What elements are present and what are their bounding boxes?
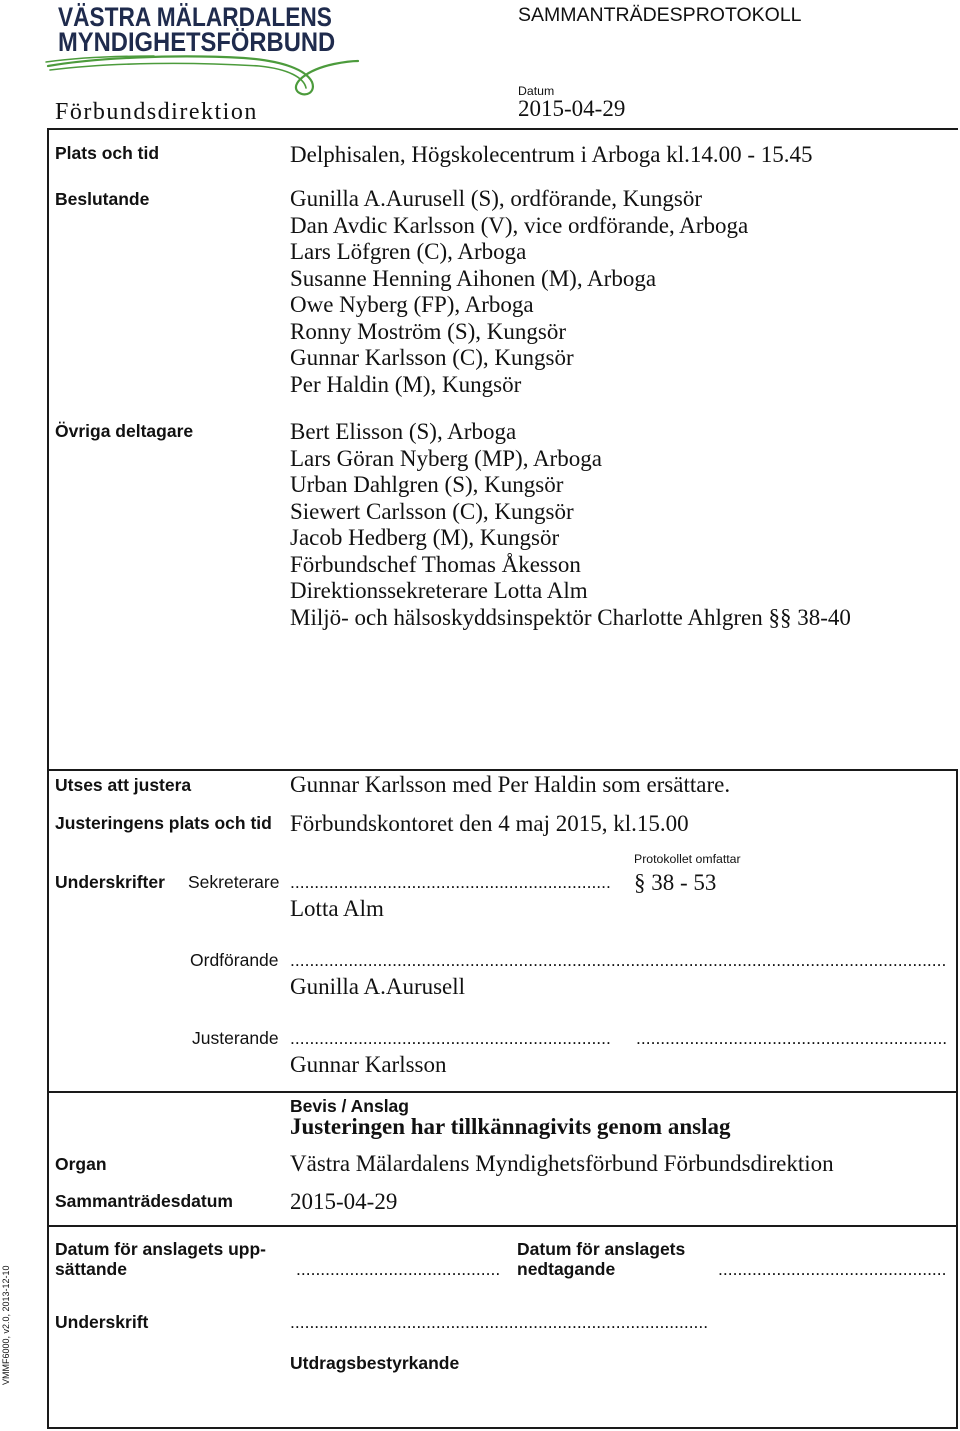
participant-line: Förbundschef Thomas Åkesson: [290, 551, 581, 577]
secretary-name: Lotta Alm: [290, 896, 384, 921]
deciding-label: Beslutande: [55, 189, 150, 209]
posting-date-label-line2: sättande: [55, 1259, 127, 1279]
organization-body-name: Förbundsdirektion: [55, 99, 258, 125]
logo-text-line2: MYNDIGHETSFÖRBUND: [58, 27, 336, 57]
frame-rule-top: [48, 128, 958, 130]
other-participants-label: Övriga deltagare: [55, 421, 194, 441]
posting-date-label-line1: Datum för anslagets upp-: [55, 1239, 266, 1259]
place-label: Plats och tid: [55, 143, 160, 163]
certification-label: Utdragsbestyrkande: [290, 1353, 460, 1373]
adjuster-label: Justerande: [192, 1028, 279, 1048]
deciding-list: [290, 186, 748, 398]
other-participants-list: [290, 419, 851, 631]
participant-line: Jacob Hedberg (M), Kungsör: [290, 525, 560, 550]
organ-name: Västra Mälardalens Myndighetsförbund Förbundsdirektion: [290, 1151, 834, 1176]
frame-rule-adjustment: [48, 769, 958, 771]
participant-line: Urban Dahlgren (S), Kungsör: [290, 472, 564, 497]
protocol-paragraph-range: § 38 - 53: [634, 870, 717, 895]
participant-line: Gunnar Karlsson (C), Kungsör: [290, 345, 574, 370]
frame-rule-left: [47, 128, 49, 1429]
participant-line: Per Haldin (M), Kungsör: [290, 371, 522, 397]
secretary-label: Sekreterare: [188, 872, 280, 892]
appointed-adjuster-label: Utses att justera: [55, 775, 192, 795]
participant-line: Bert Elisson (S), Arboga: [290, 419, 517, 444]
frame-rule-bottom: [48, 1427, 958, 1429]
participant-line: Lars Göran Nyberg (MP), Arboga: [290, 445, 602, 471]
signatures-label: Underskrifter: [55, 872, 165, 892]
meeting-date: 2015-04-29: [290, 1189, 398, 1214]
participant-line: Ronny Moström (S), Kungsör: [290, 318, 567, 344]
signature-line: ......................................................................................: [290, 1312, 708, 1332]
signature-label: Underskrift: [55, 1312, 149, 1332]
participant-line: Miljö- och hälsoskyddsinspektör Charlotte Ahlgren §§ 38-40: [290, 604, 851, 630]
chair-label: Ordförande: [190, 950, 279, 970]
adjuster-name: Gunnar Karlsson: [290, 1052, 447, 1077]
notice-statement: Justeringen har tillkännagivits genom anslag: [290, 1114, 731, 1139]
organ-label: Organ: [55, 1154, 107, 1174]
removal-date-line: ...............................................: [718, 1259, 947, 1279]
chair-signature-line: .......................................................................................................................................: [290, 950, 947, 970]
adjustment-place-time-label: Justeringens plats och tid: [55, 813, 272, 833]
adjuster-signature-line: ..................................................................: [290, 1028, 611, 1048]
secretary-signature-line: ..................................................................: [290, 872, 611, 892]
appointed-adjuster: Gunnar Karlsson med Per Haldin som ersättare.: [290, 772, 731, 797]
participant-line: Susanne Henning Aihonen (M), Arboga: [290, 265, 657, 291]
participant-line: Direktionssekreterare Lotta Alm: [290, 578, 588, 603]
logo-swoosh: [44, 52, 360, 100]
logo-text-line1: VÄSTRA MÄLARDALENS: [58, 2, 332, 32]
posting-date-line: ..........................................: [296, 1259, 500, 1279]
removal-date-label-line2: nedtagande: [517, 1259, 616, 1279]
frame-rule-notice: [48, 1091, 958, 1093]
posting-date-label: [55, 1239, 266, 1279]
frame-rule-posting: [48, 1225, 958, 1227]
adjustment-place-time: Förbundskontoret den 4 maj 2015, kl.15.00: [290, 811, 689, 836]
document-type-title: SAMMANTRÄDESPROTOKOLL: [518, 4, 802, 26]
participant-line: Dan Avdic Karlsson (V), vice ordförande, Arboga: [290, 212, 749, 238]
second-adjuster-signature-line: ................................................................: [636, 1028, 948, 1048]
date-label: Datum: [518, 84, 555, 98]
meeting-date-label: Sammanträdesdatum: [55, 1191, 233, 1211]
protocol-covers-label: Protokollet omfattar: [634, 852, 741, 866]
participant-line: Gunilla A.Aurusell (S), ordförande, Kungsör: [290, 186, 703, 211]
form-version-code: VMMF6000, v2.0, 2013-12-10: [1, 1265, 11, 1385]
chair-name: Gunilla A.Aurusell: [290, 974, 466, 999]
meeting-place-time: Delphisalen, Högskolecentrum i Arboga kl.14.00 - 15.45: [290, 142, 813, 167]
participant-line: Lars Löfgren (C), Arboga: [290, 239, 527, 264]
notice-heading: Bevis / Anslag: [290, 1096, 409, 1116]
document-date: 2015-04-29: [518, 96, 626, 121]
participant-line: Owe Nyberg (FP), Arboga: [290, 292, 534, 317]
removal-date-label: [517, 1239, 685, 1279]
removal-date-label-line1: Datum för anslagets: [517, 1239, 686, 1259]
participant-line: Siewert Carlsson (C), Kungsör: [290, 498, 574, 524]
frame-rule-right: [956, 769, 958, 1429]
